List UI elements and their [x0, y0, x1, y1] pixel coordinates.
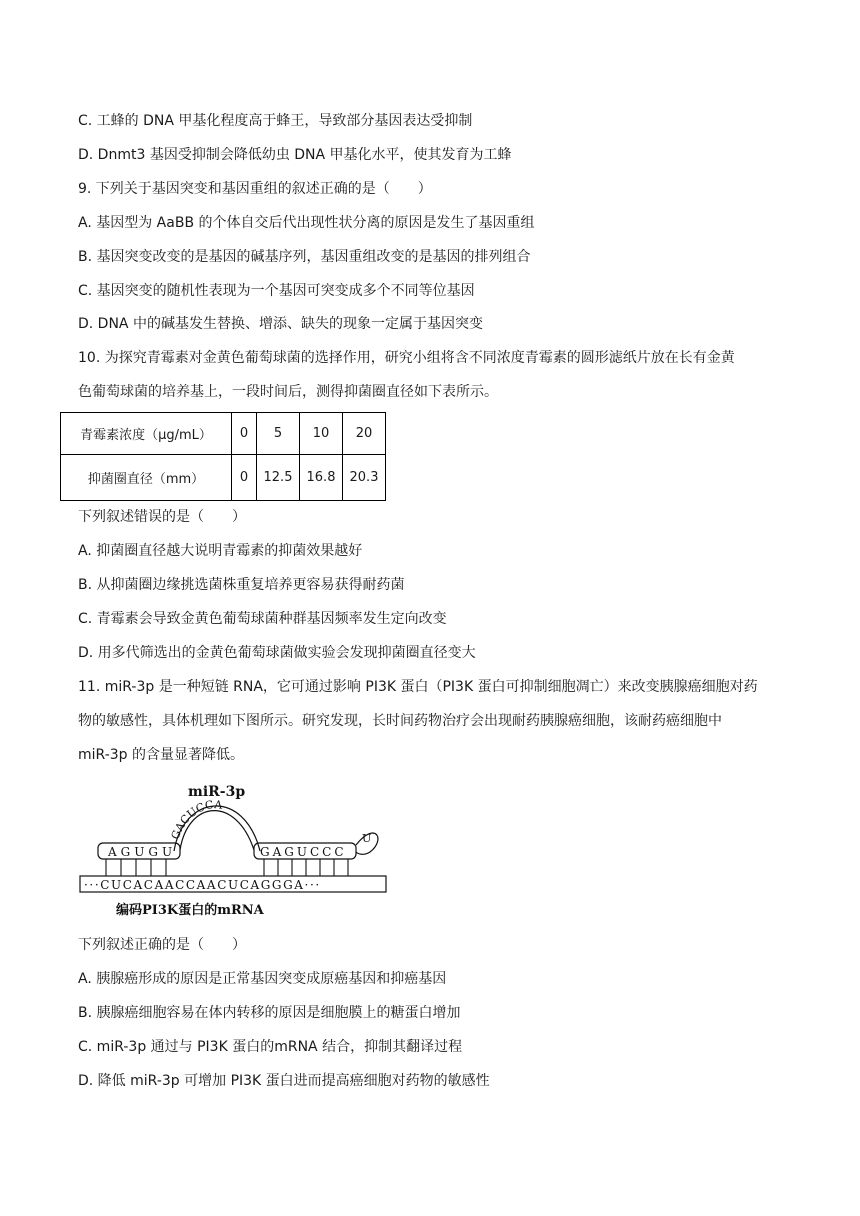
q10-option-b: B. 从抑菌圈边缘挑选菌株重复培养更容易获得耐药菌 [78, 577, 405, 593]
q11-option-a: A. 胰腺癌形成的原因是正常基因突变成原癌基因和抑癌基因 [78, 971, 447, 987]
table-cell: 20.3 [343, 455, 386, 501]
q8-option-c: C. 工蜂的 DNA 甲基化程度高于蜂王，导致部分基因表达受抑制 [78, 113, 473, 129]
q9-option-d: D. DNA 中的碱基发生替换、增添、缺失的现象一定属于基因突变 [78, 316, 483, 332]
table-row [61, 455, 386, 501]
table-cell: 5 [257, 413, 300, 455]
base-pair-lines [106, 859, 348, 876]
table-cell: 12.5 [257, 455, 300, 501]
figure-caption: 编码PI3K蛋白的mRNA [116, 903, 264, 918]
mirna-title: miR-3p [188, 784, 246, 800]
q10-option-c: C. 青霉素会导致金黄色葡萄球菌种群基因频率发生定向改变 [78, 611, 447, 627]
q11-option-b: B. 胰腺癌细胞容易在体内转移的原因是细胞膜上的糖蛋白增加 [78, 1005, 461, 1021]
q10-prompt: 下列叙述错误的是（ ） [78, 509, 246, 525]
q9-option-a: A. 基因型为 AaBB 的个体自交后代出现性状分离的原因是发生了基因重组 [78, 215, 535, 231]
mirna-right-seq: GAGUCCC [260, 845, 347, 859]
mirna-tail-seq: U [362, 832, 372, 845]
q11-prompt: 下列叙述正确的是（ ） [78, 937, 246, 953]
mirna-binding-diagram [76, 780, 396, 920]
table-header-diameter: 抑菌圈直径（mm） [61, 455, 232, 501]
q9-option-b: B. 基因突变改变的是基因的碱基序列，基因重组改变的是基因的排列组合 [78, 249, 531, 265]
q11-stem-line1: 11. miR-3p 是一种短链 RNA，它可通过影响 PI3K 蛋白（PI3K 蛋白可抑制细胞凋亡）来改变胰腺癌细胞对药 [78, 679, 758, 695]
table-cell: 20 [343, 413, 386, 455]
table-header-concentration: 青霉素浓度（μg/mL） [61, 413, 232, 455]
table-cell: 0 [232, 413, 257, 455]
q8-option-d: D. Dnmt3 基因受抑制会降低幼虫 DNA 甲基化水平，使其发育为工蜂 [78, 147, 512, 163]
mirna-loop-seq: GACUCCA [168, 798, 223, 842]
mrna-seq: ···CUCACAACCAACUCAGGGA··· [84, 878, 321, 892]
q10-stem-line2: 色葡萄球菌的培养基上，一段时间后，测得抑菌圈直径如下表所示。 [78, 384, 498, 400]
q11-option-c: C. miR-3p 通过与 PI3K 蛋白的mRNA 结合，抑制其翻译过程 [78, 1039, 463, 1055]
mirna-left-seq: AGUGU [108, 845, 177, 859]
q11-option-d: D. 降低 miR-3p 可增加 PI3K 蛋白进而提高癌细胞对药物的敏感性 [78, 1073, 490, 1089]
q11-stem-line2: 物的敏感性，具体机理如下图所示。研究发现，长时间药物治疗会出现耐药胰腺癌细胞，该耐药癌细胞中 [78, 713, 722, 729]
table-cell: 0 [232, 455, 257, 501]
q11-stem-line3: miR-3p 的含量显著降低。 [78, 747, 244, 763]
q10-option-d: D. 用多代筛选出的金黄色葡萄球菌做实验会发现抑菌圈直径变大 [78, 645, 476, 661]
table-cell: 16.8 [300, 455, 343, 501]
q10-stem-line1: 10. 为探究青霉素对金黄色葡萄球菌的选择作用，研究小组将含不同浓度青霉素的圆形滤纸片放在长有金黄 [78, 350, 735, 366]
q10-option-a: A. 抑菌圈直径越大说明青霉素的抑菌效果越好 [78, 543, 363, 559]
penicillin-table [60, 412, 386, 501]
table-row [61, 413, 386, 455]
q9-stem: 9. 下列关于基因突变和基因重组的叙述正确的是（ ） [78, 181, 432, 197]
table-cell: 10 [300, 413, 343, 455]
q9-option-c: C. 基因突变的随机性表现为一个基因可突变成多个不同等位基因 [78, 283, 475, 299]
